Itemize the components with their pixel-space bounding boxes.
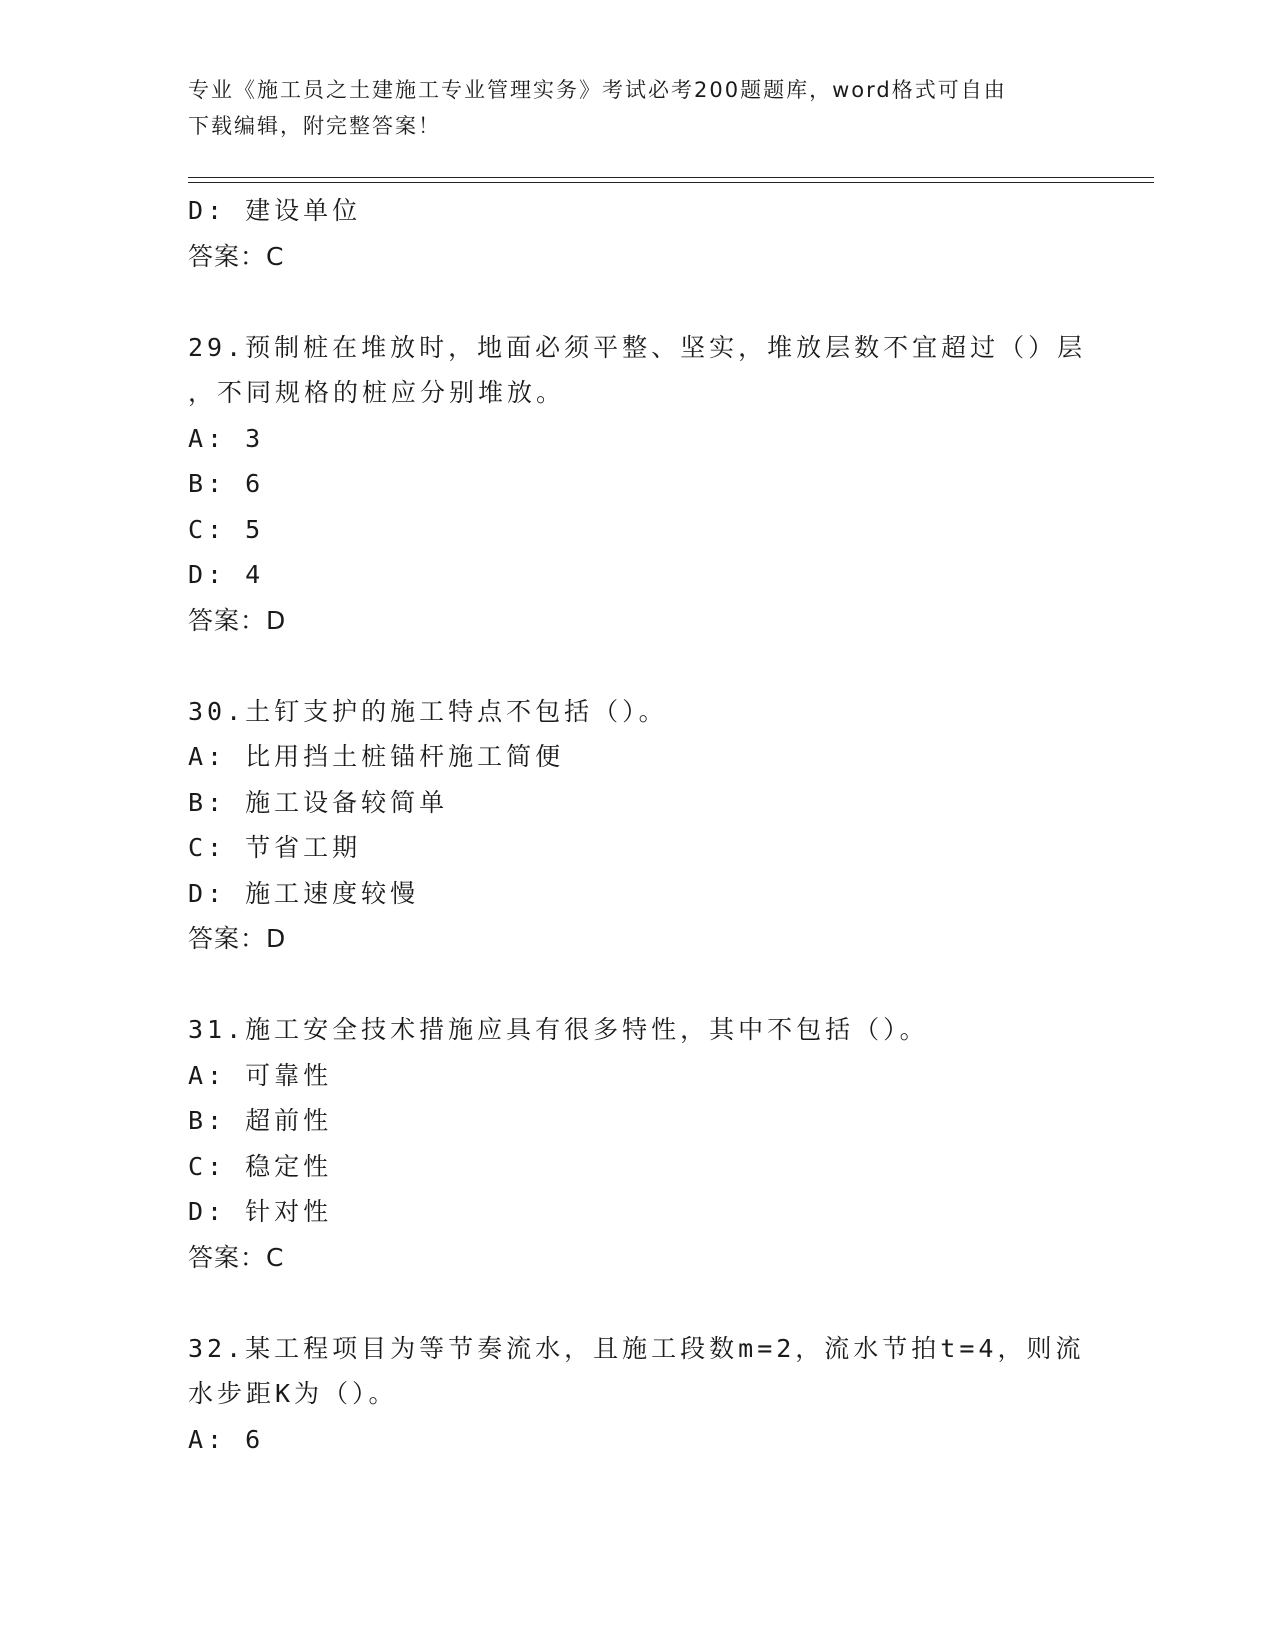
question-31 (188, 1007, 1088, 1280)
document-header (188, 72, 1078, 144)
answer-line: 答案：D (188, 605, 287, 635)
question-text: 31.施工安全技术措施应具有很多特性，其中不包括（）。 (188, 1015, 929, 1044)
question-32 (188, 1326, 1088, 1463)
option-d: D: 4 (188, 560, 265, 589)
option-d: D: 施工速度较慢 (188, 878, 420, 908)
header-divider-bottom (188, 182, 1154, 183)
spacer (188, 643, 1088, 689)
option-b: B: 6 (188, 469, 265, 498)
option-c: C: 稳定性 (188, 1151, 333, 1181)
option-b: B: 超前性 (188, 1106, 333, 1135)
option-a: A: 可靠性 (188, 1060, 333, 1090)
answer-line: 答案：C (188, 241, 285, 271)
header-divider-top (188, 177, 1154, 178)
answer-line: 答案：D (188, 924, 287, 953)
option-a: A: 比用挡土桩锚杆施工简便 (188, 742, 565, 771)
spacer (188, 279, 1088, 325)
option-d: D: 建设单位 (188, 196, 362, 225)
question-29 (188, 325, 1088, 644)
question-text-continued: ，不同规格的桩应分别堆放。 (188, 378, 566, 407)
answer-line: 答案：C (188, 1242, 285, 1272)
option-d: D: 针对性 (188, 1197, 333, 1226)
header-line-2: 下载编辑，附完整答案！ (188, 114, 441, 138)
question-text: 32.某工程项目为等节奏流水，且施工段数m=2，流水节拍t=4，则流 (188, 1333, 1085, 1363)
document-body (188, 188, 1088, 1462)
question-30 (188, 689, 1088, 962)
spacer (188, 1280, 1088, 1326)
header-line-1: 专业《施工员之土建施工专业管理实务》考试必考200题题库，word格式可自由 (188, 78, 1007, 102)
question-text-continued: 水步距K为（）。 (188, 1379, 398, 1408)
option-a: A: 6 (188, 1424, 265, 1454)
option-c: C: 节省工期 (188, 833, 362, 862)
question-text: 30.土钉支护的施工特点不包括（）。 (188, 696, 668, 726)
question-text: 29.预制桩在堆放时，地面必须平整、坚实，堆放层数不宜超过（）层 (188, 332, 1087, 362)
option-c: C: 5 (188, 514, 265, 544)
spacer (188, 962, 1088, 1008)
option-a: A: 3 (188, 423, 265, 453)
option-b: B: 施工设备较简单 (188, 787, 449, 817)
